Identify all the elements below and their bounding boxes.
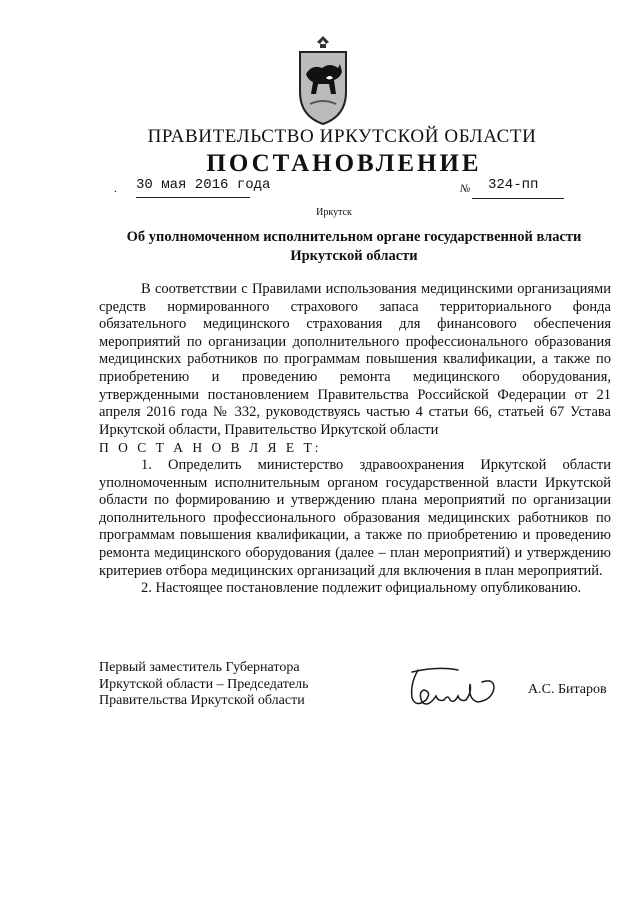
decree-number: 324-пп bbox=[488, 177, 539, 193]
date-underline bbox=[136, 197, 250, 198]
handwritten-signature bbox=[398, 664, 510, 714]
signer-position bbox=[99, 660, 308, 710]
signer-position-line-1: Первый заместитель Губернатора bbox=[99, 660, 300, 675]
item-2-paragraph: 2. Настоящее постановление подлежит официальному опубликованию. bbox=[141, 580, 582, 597]
coat-of-arms-emblem bbox=[296, 34, 350, 126]
preamble-paragraph: В соответствии с Правилами использования медицинскими организациями средств нормированного страхового запаса территориального фонда обязательного медицинского страхования для финансового обеспечения мероприятий по организации дополнительного профессионального образования медицинских работников по программам повышения квалификации, а также по приобретению и проведению ремонта медицинского оборудования, утвержденными постановлением Правительства Российской Федерации от 21 апреля 2016 года № 332, руководствуясь частью 4 статьи 66, статьей 67 Устава Иркутской области, Правительство Иркутской области bbox=[99, 281, 611, 438]
dot-mark: . bbox=[114, 181, 117, 195]
city-name: Иркутск bbox=[316, 207, 352, 218]
resolves-heading: П О С Т А Н О В Л Я Е Т: bbox=[99, 440, 322, 456]
item-1-paragraph: 1. Определить министерство здравоохранения Иркутской области уполномоченным исполнительным органом государственной власти Иркутской области по формированию и утверждению плана мероприятий по организации дополнительного профессионального образования медицинских работников по программам повышения квалификации, а также по приобретению и проведению ремонта медицинского оборудования (далее – план мероприятий) и утверждению критериев отбора медицинских организаций для включения в план мероприятий. bbox=[99, 456, 611, 579]
number-underline bbox=[472, 198, 564, 199]
signer-position-line-3: Правительства Иркутской области bbox=[99, 693, 305, 708]
decree-body bbox=[99, 281, 611, 598]
document-type-title: ПОСТАНОВЛЕНИЕ bbox=[206, 150, 482, 177]
signer-name: А.С. Битаров bbox=[528, 682, 607, 697]
subject-line-2: Иркутской области bbox=[290, 248, 418, 264]
subject-line-1: Об уполномоченном исполнительном органе государственной власти bbox=[126, 229, 582, 245]
signer-position-line-2: Иркутской области – Председатель bbox=[99, 676, 309, 692]
number-sign: № bbox=[460, 183, 471, 195]
decree-subject bbox=[104, 228, 604, 266]
government-name: ПРАВИТЕЛЬСТВО ИРКУТСКОЙ ОБЛАСТИ bbox=[147, 126, 537, 147]
decree-date: 30 мая 2016 года bbox=[136, 177, 271, 193]
